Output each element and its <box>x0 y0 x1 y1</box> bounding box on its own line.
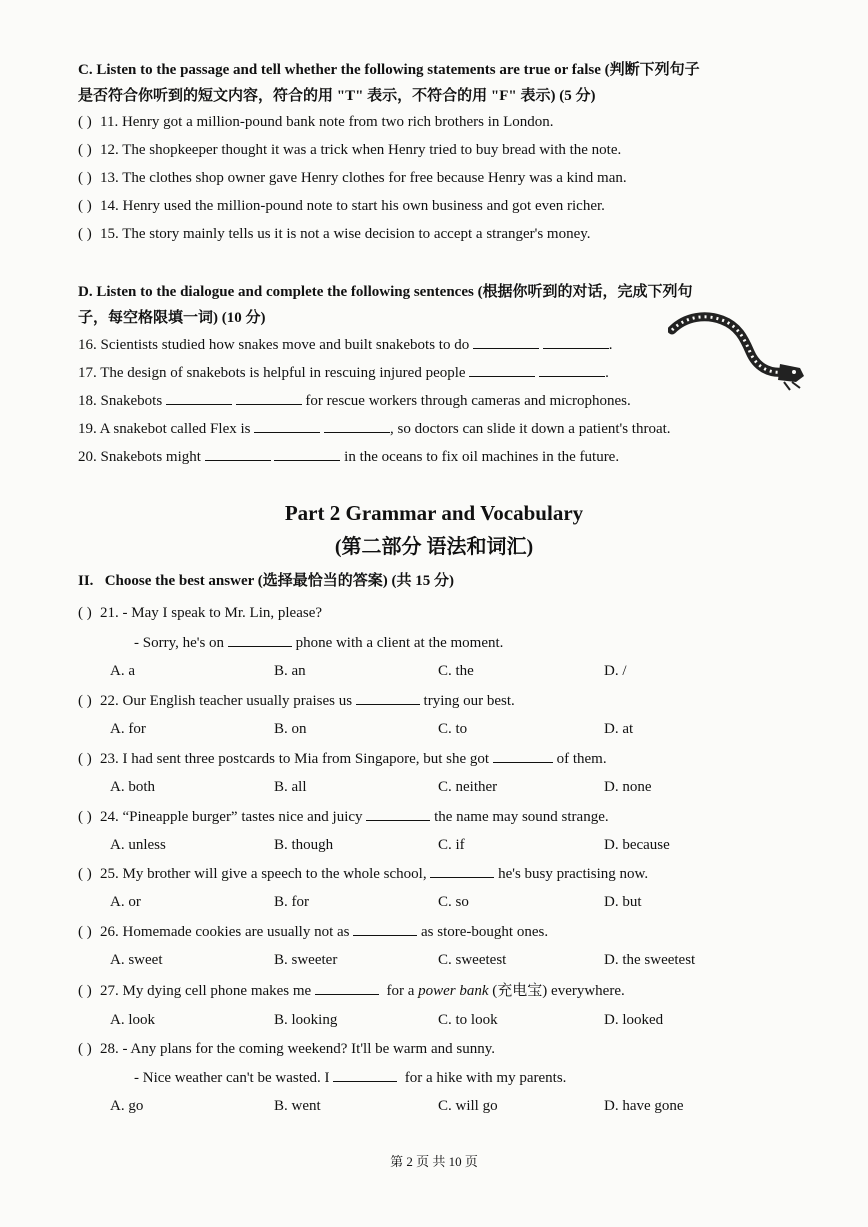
option-d[interactable]: D. none <box>604 779 652 795</box>
blank[interactable] <box>539 362 605 377</box>
section-c-instruction-2: 是否符合你听到的短文内容，符合的用 "T" 表示，不符合的用 "F" 表示) (5 分) <box>78 88 596 104</box>
blank[interactable] <box>493 748 553 763</box>
question-21-line2: - Sorry, he's on phone with a client at the moment. <box>134 632 503 653</box>
blank[interactable] <box>324 418 390 433</box>
blank[interactable] <box>315 980 379 995</box>
option-b[interactable]: B. an <box>274 663 306 679</box>
option-b[interactable]: B. looking <box>274 1012 338 1028</box>
answer-paren[interactable]: ( ) <box>78 866 92 882</box>
question-27: ( ) 27. My dying cell phone makes me for a power bank (充电宝) everywhere. <box>78 980 625 1001</box>
question-20: 20. Snakebots might in the oceans to fix oil machines in the future. <box>78 446 619 467</box>
option-b[interactable]: B. sweeter <box>274 952 338 968</box>
option-b[interactable]: B. went <box>274 1098 321 1114</box>
question-19: 19. A snakebot called Flex is , so doctors can slide it down a patient's throat. <box>78 418 671 439</box>
answer-paren[interactable]: ( ) <box>78 693 92 709</box>
question-26: ( ) 26. Homemade cookies are usually not as as store-bought ones. <box>78 921 548 942</box>
option-b[interactable]: B. all <box>274 779 307 795</box>
statement-15: ( ) 15. The story mainly tells us it is not a wise decision to accept a stranger's money. <box>78 226 591 242</box>
blank[interactable] <box>254 418 320 433</box>
blank[interactable] <box>205 446 271 461</box>
option-c[interactable]: C. neither <box>438 779 498 795</box>
answer-paren[interactable]: ( ) <box>78 924 92 940</box>
option-c[interactable]: C. sweetest <box>438 952 507 968</box>
question-24: ( ) 24. “Pineapple burger” tastes nice and juicy the name may sound strange. <box>78 806 609 827</box>
question-21: ( ) 21. - May I speak to Mr. Lin, please? <box>78 605 323 621</box>
answer-paren[interactable]: ( ) <box>78 114 92 130</box>
snakebot-illustration-icon <box>668 308 808 392</box>
question-22: ( ) 22. Our English teacher usually praises us trying our best. <box>78 690 515 711</box>
answer-paren[interactable]: ( ) <box>78 751 92 767</box>
page-footer: 第 2 页 共 10 页 <box>390 1154 478 1169</box>
option-c[interactable]: C. will go <box>438 1098 498 1114</box>
blank[interactable] <box>228 632 292 647</box>
blank[interactable] <box>366 806 430 821</box>
option-d[interactable]: D. at <box>604 721 634 737</box>
option-a[interactable]: A. go <box>110 1098 144 1114</box>
option-d[interactable]: D. looked <box>604 1012 664 1028</box>
question-28: ( ) 28. - Any plans for the coming weekend? It'll be warm and sunny. <box>78 1041 495 1057</box>
answer-paren[interactable]: ( ) <box>78 142 92 158</box>
question-18: 18. Snakebots for rescue workers through cameras and microphones. <box>78 390 631 411</box>
option-c[interactable]: C. so <box>438 894 469 910</box>
section-c-instruction-1: C. Listen to the passage and tell whether the following statements are true or false (判断下列句子 <box>78 62 700 78</box>
question-17: 17. The design of snakebots is helpful in rescuing injured people . <box>78 362 609 383</box>
blank[interactable] <box>274 446 340 461</box>
answer-paren[interactable]: ( ) <box>78 1041 92 1057</box>
option-b[interactable]: B. though <box>274 837 334 853</box>
section-d-instruction-2: 子，每空格限填一词) (10 分) <box>78 310 266 326</box>
question-16: 16. Scientists studied how snakes move and built snakebots to do . <box>78 334 612 355</box>
option-d[interactable]: D. because <box>604 837 670 853</box>
statement-12: ( ) 12. The shopkeeper thought it was a trick when Henry tried to buy bread with the note. <box>78 142 622 158</box>
blank[interactable] <box>236 390 302 405</box>
section-ii-instruction: II. Choose the best answer (选择最恰当的答案) (共 15 分) <box>78 573 454 589</box>
option-b[interactable]: B. on <box>274 721 307 737</box>
blank[interactable] <box>356 690 420 705</box>
statement-13: ( ) 13. The clothes shop owner gave Henry clothes for free because Henry was a kind man. <box>78 170 627 186</box>
option-c[interactable]: C. to <box>438 721 468 737</box>
question-25: ( ) 25. My brother will give a speech to the whole school, he's busy practising now. <box>78 863 648 884</box>
section-d-instruction-1: D. Listen to the dialogue and complete the following sentences (根据你听到的对话，完成下列句 <box>78 284 693 300</box>
option-b[interactable]: B. for <box>274 894 309 910</box>
blank[interactable] <box>473 334 539 349</box>
question-28-line2: - Nice weather can't be wasted. I for a hike with my parents. <box>134 1067 566 1088</box>
statement-14: ( ) 14. Henry used the million-pound note to start his own business and got even richer. <box>78 198 605 214</box>
option-d[interactable]: D. / <box>604 663 627 679</box>
option-a[interactable]: A. both <box>110 779 155 795</box>
statement-11: ( ) 11. Henry got a million-pound bank note from two rich brothers in London. <box>78 114 554 130</box>
answer-paren[interactable]: ( ) <box>78 198 92 214</box>
option-a[interactable]: A. or <box>110 894 141 910</box>
option-c[interactable]: C. the <box>438 663 474 679</box>
option-a[interactable]: A. sweet <box>110 952 163 968</box>
answer-paren[interactable]: ( ) <box>78 809 92 825</box>
blank[interactable] <box>430 863 494 878</box>
blank[interactable] <box>333 1067 397 1082</box>
part2-subtitle: (第二部分 语法和词汇) <box>334 536 534 558</box>
option-a[interactable]: A. for <box>110 721 146 737</box>
question-23: ( ) 23. I had sent three postcards to Mia from Singapore, but she got of them. <box>78 748 607 769</box>
blank[interactable] <box>353 921 417 936</box>
blank[interactable] <box>469 362 535 377</box>
answer-paren[interactable]: ( ) <box>78 226 92 242</box>
part2-title: Part 2 Grammar and Vocabulary <box>284 501 584 525</box>
option-c[interactable]: C. to look <box>438 1012 498 1028</box>
option-d[interactable]: D. have gone <box>604 1098 684 1114</box>
option-a[interactable]: A. a <box>110 663 135 679</box>
blank[interactable] <box>166 390 232 405</box>
option-d[interactable]: D. the sweetest <box>604 952 696 968</box>
option-a[interactable]: A. look <box>110 1012 155 1028</box>
option-d[interactable]: D. but <box>604 894 642 910</box>
option-a[interactable]: A. unless <box>110 837 166 853</box>
answer-paren[interactable]: ( ) <box>78 605 92 621</box>
blank[interactable] <box>543 334 609 349</box>
answer-paren[interactable]: ( ) <box>78 983 92 999</box>
option-c[interactable]: C. if <box>438 837 465 853</box>
answer-paren[interactable]: ( ) <box>78 170 92 186</box>
